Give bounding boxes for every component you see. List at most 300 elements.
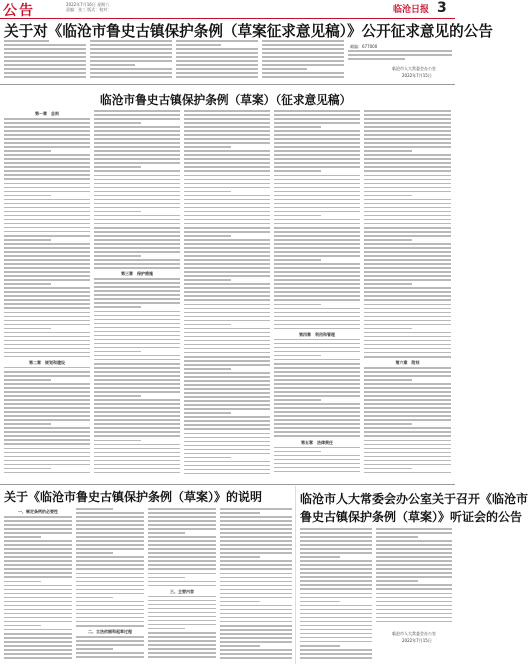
text-line <box>4 540 72 542</box>
text-line <box>4 263 90 265</box>
section-subheading: 一、制定条例的必要性 <box>18 509 58 514</box>
text-line <box>364 291 451 293</box>
text-line <box>184 412 231 414</box>
text-line <box>364 287 451 289</box>
text-line <box>184 166 270 168</box>
text-line <box>274 162 360 164</box>
column-rule <box>295 486 296 664</box>
text-line <box>4 524 72 526</box>
text-line <box>274 110 360 112</box>
text-line <box>364 275 451 277</box>
text-line <box>220 536 292 538</box>
text-line <box>76 564 144 566</box>
text-line <box>94 130 180 132</box>
text-line <box>376 609 452 611</box>
text-line <box>4 283 51 285</box>
text-line <box>376 552 452 554</box>
text-line <box>300 601 340 603</box>
text-line <box>184 360 270 362</box>
article-4-title-line2: 鲁史古镇保护条例（草案）》听证会的公告 <box>300 510 523 524</box>
text-line <box>4 423 51 425</box>
text-line <box>4 158 90 160</box>
text-line <box>220 653 292 655</box>
text-line <box>94 435 180 437</box>
text-line <box>176 52 258 54</box>
text-line <box>76 524 144 526</box>
text-line <box>94 355 180 357</box>
text-line <box>4 560 72 562</box>
text-line <box>364 415 451 417</box>
text-line <box>364 166 451 168</box>
article-2-col-4 <box>274 110 360 482</box>
text-line <box>94 251 180 253</box>
text-line <box>4 601 72 603</box>
text-line <box>76 581 144 583</box>
text-line <box>4 56 86 58</box>
text-line <box>364 427 451 429</box>
text-line <box>364 211 451 213</box>
text-line <box>262 40 344 42</box>
text-line <box>76 520 144 522</box>
text-line <box>148 620 216 622</box>
text-line <box>94 440 141 442</box>
text-line <box>4 564 72 566</box>
text-line <box>176 44 221 46</box>
text-line <box>4 605 72 607</box>
text-line <box>176 72 258 74</box>
text-line <box>300 552 372 554</box>
text-line <box>262 76 344 78</box>
text-line <box>364 324 451 326</box>
text-line <box>184 183 270 185</box>
text-line <box>4 267 90 269</box>
text-line <box>94 166 141 168</box>
text-line <box>76 617 144 619</box>
text-line <box>184 332 270 334</box>
text-line <box>76 577 144 579</box>
text-line <box>94 452 180 454</box>
text-line <box>274 243 360 245</box>
text-line <box>184 364 270 366</box>
text-line <box>94 199 180 201</box>
text-line <box>376 564 452 566</box>
text-line <box>364 271 451 273</box>
text-line <box>76 648 113 650</box>
text-line <box>364 231 451 233</box>
text-line <box>274 239 360 241</box>
text-line <box>220 597 292 599</box>
text-line <box>4 528 72 530</box>
text-line <box>364 179 451 181</box>
text-line <box>76 552 113 554</box>
text-line <box>176 48 258 50</box>
text-line <box>274 355 321 357</box>
text-line <box>274 150 360 152</box>
text-line <box>184 175 270 177</box>
text-line <box>94 387 180 389</box>
text-line <box>274 114 360 116</box>
text-line <box>4 146 90 148</box>
text-line <box>94 231 180 233</box>
text-line <box>4 443 90 445</box>
text-line <box>148 640 216 642</box>
text-line <box>220 556 260 558</box>
text-line <box>148 544 216 546</box>
text-line <box>4 356 90 358</box>
text-line <box>364 431 451 433</box>
text-line <box>184 461 270 463</box>
article-3-title: 关于《临沧市鲁史古镇保护条例（草案）》的说明 <box>4 490 263 504</box>
text-line <box>76 536 144 538</box>
text-line <box>94 187 180 189</box>
text-line <box>364 472 451 474</box>
text-line <box>94 267 180 269</box>
text-line <box>94 343 180 345</box>
text-line <box>376 528 452 530</box>
text-line <box>4 227 90 229</box>
text-line <box>4 316 90 318</box>
text-line <box>148 512 216 514</box>
text-line <box>364 448 451 450</box>
text-line <box>184 235 231 237</box>
text-line <box>376 584 452 586</box>
text-line <box>364 304 451 306</box>
text-line <box>4 207 90 209</box>
text-line <box>4 641 72 643</box>
text-line <box>148 612 216 614</box>
text-line <box>376 556 452 558</box>
text-line <box>220 564 292 566</box>
text-line <box>300 580 372 582</box>
text-line <box>300 617 372 619</box>
text-line <box>364 371 451 373</box>
text-line <box>364 383 451 385</box>
text-line <box>184 433 270 435</box>
text-line <box>220 621 292 623</box>
text-line <box>184 384 270 386</box>
text-line <box>184 287 270 289</box>
text-line <box>90 64 135 66</box>
text-line <box>76 644 144 646</box>
text-line <box>274 166 360 168</box>
article-2-col-2 <box>94 110 180 482</box>
text-line <box>364 379 412 381</box>
text-line <box>94 247 180 249</box>
text-line <box>4 649 72 651</box>
text-line <box>4 572 72 574</box>
text-line <box>94 235 180 237</box>
text-line <box>4 68 86 70</box>
text-line <box>4 435 90 437</box>
text-line <box>94 448 180 450</box>
text-line <box>4 235 90 237</box>
text-line <box>184 162 270 164</box>
text-line <box>274 471 360 473</box>
text-line <box>176 76 258 78</box>
text-line <box>376 572 452 574</box>
text-line <box>76 512 144 514</box>
text-line <box>4 320 90 322</box>
page-header <box>0 0 455 19</box>
text-line <box>4 536 41 538</box>
text-line <box>274 279 360 281</box>
date-line: 2022年7月16日 星期六 <box>66 2 110 7</box>
text-line <box>220 577 292 579</box>
text-line <box>376 605 452 607</box>
text-line <box>274 134 360 136</box>
text-line <box>220 528 292 530</box>
text-line <box>364 247 451 249</box>
text-line <box>184 126 270 128</box>
text-line <box>94 323 180 325</box>
text-line <box>94 464 180 466</box>
article-1-col-3 <box>176 40 258 83</box>
text-line <box>300 576 372 578</box>
text-line <box>220 629 292 631</box>
text-line <box>274 467 360 469</box>
text-line <box>184 142 270 144</box>
text-line <box>274 419 360 421</box>
text-line <box>4 130 90 132</box>
text-line <box>94 371 180 373</box>
text-line <box>4 367 90 369</box>
text-line <box>4 215 90 217</box>
text-line <box>4 195 51 197</box>
text-line <box>94 203 180 205</box>
text-line <box>76 636 144 638</box>
text-line <box>220 645 260 647</box>
text-line <box>274 459 360 461</box>
text-line <box>94 138 180 140</box>
text-line <box>4 328 51 330</box>
text-line <box>76 640 144 642</box>
text-line <box>4 178 90 180</box>
text-line <box>220 508 292 510</box>
text-line <box>4 395 90 397</box>
text-line <box>262 72 344 74</box>
text-line <box>364 223 451 225</box>
text-line <box>4 287 90 289</box>
text-line <box>262 52 344 54</box>
text-line <box>94 282 180 284</box>
text-line <box>94 335 180 337</box>
text-line <box>148 636 216 638</box>
text-line <box>94 395 141 397</box>
text-line <box>274 383 360 385</box>
text-line <box>184 400 270 402</box>
text-line <box>184 122 270 124</box>
text-line <box>364 328 412 330</box>
text-line <box>184 453 270 455</box>
text-line <box>184 219 270 221</box>
text-line <box>364 150 412 152</box>
text-line <box>4 464 90 466</box>
text-line <box>184 291 270 293</box>
text-line <box>220 593 292 595</box>
text-line <box>184 247 270 249</box>
text-line <box>4 307 90 309</box>
article-1-signature-date: 2022年7月15日 <box>402 73 432 78</box>
text-line <box>4 279 90 281</box>
text-line <box>184 170 270 172</box>
text-line <box>90 48 172 50</box>
text-line <box>94 347 180 349</box>
text-line <box>274 324 360 326</box>
text-line <box>300 605 372 607</box>
article-4-col-2 <box>376 528 452 628</box>
text-line <box>274 431 360 433</box>
text-line <box>364 464 451 466</box>
text-line <box>4 126 90 128</box>
text-line <box>184 324 231 326</box>
text-line <box>300 597 372 599</box>
text-line <box>4 60 86 62</box>
text-line <box>300 548 372 550</box>
section-label: 公告 <box>3 3 35 19</box>
text-line <box>94 134 180 136</box>
text-line <box>364 175 451 177</box>
text-line <box>4 645 72 647</box>
text-line <box>300 621 372 623</box>
text-line <box>376 540 452 542</box>
text-line <box>184 304 270 306</box>
text-line <box>184 299 270 301</box>
text-line <box>4 456 90 458</box>
article-1-signature-org: 临沧市人大常委会办公室 <box>392 66 436 71</box>
article-1-title: 关于对《临沧市鲁史古镇保护条例（草案征求意见稿）》公开征求意见的公告 <box>4 23 493 40</box>
text-line <box>148 585 216 587</box>
text-line <box>90 60 172 62</box>
text-line <box>76 625 144 627</box>
text-line <box>76 568 144 570</box>
text-line <box>4 299 90 301</box>
text-line <box>274 259 321 261</box>
text-line <box>184 320 270 322</box>
article-4-col-1 <box>300 528 372 662</box>
text-line <box>220 516 292 518</box>
text-line <box>274 287 360 289</box>
text-line <box>94 411 180 413</box>
text-line <box>4 191 90 193</box>
text-line <box>220 633 292 635</box>
divider <box>0 84 455 85</box>
text-line <box>376 613 452 615</box>
text-line <box>274 399 321 401</box>
text-line <box>364 154 451 156</box>
text-line <box>274 179 360 181</box>
text-line <box>94 427 180 429</box>
text-line <box>262 68 307 70</box>
text-line <box>184 408 270 410</box>
text-line <box>184 118 270 120</box>
text-line <box>94 423 180 425</box>
article-3-col-2 <box>76 508 144 662</box>
text-line <box>376 568 452 570</box>
text-line <box>364 344 451 346</box>
text-line <box>184 376 270 378</box>
text-line <box>184 263 270 265</box>
text-line <box>90 56 172 58</box>
text-line <box>148 600 216 602</box>
text-line <box>274 363 360 365</box>
text-line <box>300 609 372 611</box>
article-3-col-1 <box>4 508 72 662</box>
text-line <box>364 340 451 342</box>
text-line <box>184 130 270 132</box>
text-line <box>274 447 360 449</box>
text-line <box>274 235 360 237</box>
text-line <box>148 616 216 618</box>
text-line <box>4 239 51 241</box>
text-line <box>94 302 180 304</box>
text-line <box>274 247 360 249</box>
text-line <box>274 199 360 201</box>
text-line <box>94 259 180 261</box>
text-line <box>94 431 180 433</box>
text-line <box>4 64 86 66</box>
text-line <box>4 439 90 441</box>
text-line <box>4 407 90 409</box>
text-line <box>184 275 270 277</box>
text-line <box>76 573 144 575</box>
text-line <box>376 576 452 578</box>
text-line <box>364 367 451 369</box>
text-line <box>364 110 451 112</box>
text-line <box>364 235 451 237</box>
text-line <box>184 368 231 370</box>
text-line <box>184 227 270 229</box>
text-line <box>274 415 360 417</box>
text-line <box>90 52 172 54</box>
text-line <box>364 251 451 253</box>
text-line <box>176 56 258 58</box>
text-line <box>300 572 372 574</box>
text-line <box>274 215 321 217</box>
text-line <box>94 118 180 120</box>
text-line <box>364 352 451 354</box>
text-line <box>274 142 360 144</box>
text-line <box>94 211 141 213</box>
text-line <box>300 657 372 659</box>
text-line <box>94 456 180 458</box>
text-line <box>184 473 270 475</box>
text-line <box>94 290 180 292</box>
text-line <box>364 356 451 358</box>
text-line <box>4 391 90 393</box>
text-line <box>176 60 258 62</box>
text-line <box>90 76 172 78</box>
text-line <box>4 48 86 50</box>
text-line <box>4 516 72 518</box>
text-line <box>76 560 144 562</box>
text-line <box>274 223 360 225</box>
text-line <box>148 644 216 646</box>
text-line <box>76 516 144 518</box>
text-line <box>364 295 451 297</box>
text-line <box>184 380 270 382</box>
text-line <box>4 199 90 201</box>
text-line <box>274 195 360 197</box>
text-line <box>4 629 72 631</box>
text-line <box>4 275 90 277</box>
text-line <box>220 552 292 554</box>
text-line <box>274 207 360 209</box>
text-line <box>184 279 231 281</box>
text-line <box>148 632 216 634</box>
text-line <box>4 336 90 338</box>
text-line <box>274 407 360 409</box>
text-line <box>4 593 72 595</box>
